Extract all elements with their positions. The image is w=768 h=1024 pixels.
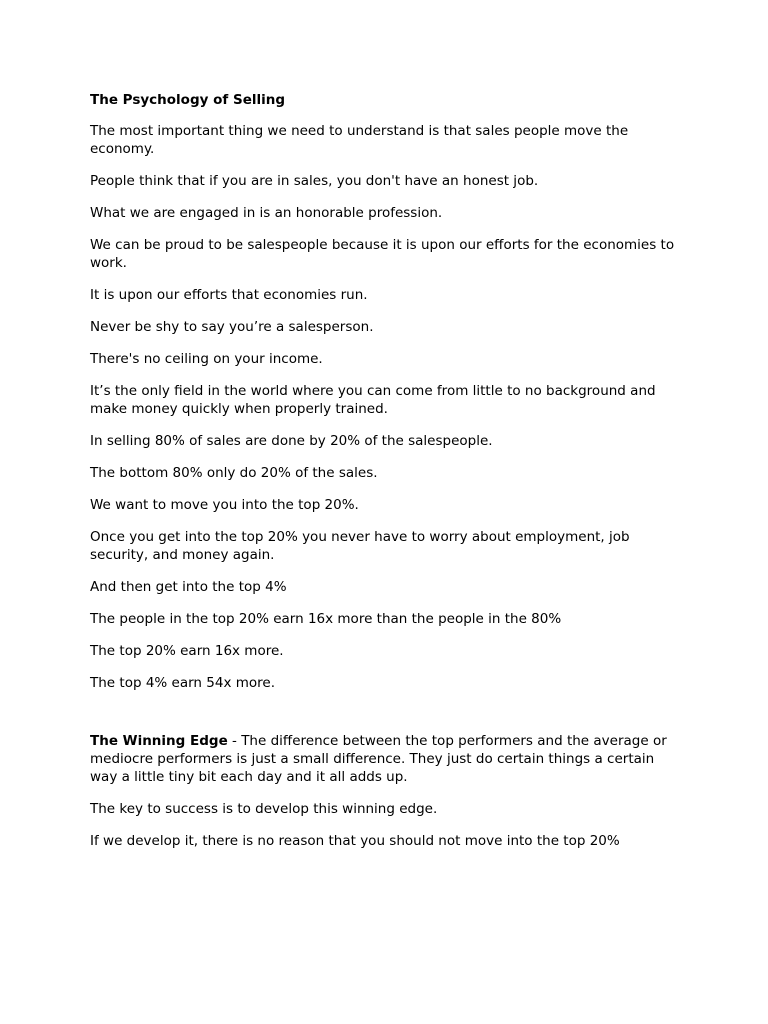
- paragraph: In selling 80% of sales are done by 20% of the salespeople.: [90, 433, 493, 449]
- document-page: [90, 90, 680, 864]
- paragraph: The top 20% earn 16x more.: [90, 643, 284, 659]
- paragraph: The top 4% earn 54x more.: [90, 675, 275, 691]
- paragraph: It’s the only field in the world where you can come from little to no background and make money quickly when properly trained.: [90, 383, 656, 417]
- paragraph: There's no ceiling on your income.: [90, 351, 323, 367]
- paragraph: It is upon our efforts that economies run.: [90, 287, 368, 303]
- winning-edge-text: - The difference between the top performers and the average or mediocre performers is just a small difference. They just do certain things a certain way a little tiny bit each day and it all adds up.: [90, 733, 667, 785]
- paragraph: If we develop it, there is no reason that you should not move into the top 20%: [90, 833, 620, 849]
- paragraph: The key to success is to develop this winning edge.: [90, 801, 438, 817]
- paragraph: And then get into the top 4%: [90, 579, 287, 595]
- winning-edge-paragraph: [90, 732, 680, 786]
- paragraph: We can be proud to be salespeople because it is upon our efforts for the economies to work.: [90, 237, 675, 271]
- paragraph: The most important thing we need to understand is that sales people move the economy.: [90, 123, 629, 157]
- paragraph: The bottom 80% only do 20% of the sales.: [90, 465, 378, 481]
- paragraph: People think that if you are in sales, you don't have an honest job.: [90, 173, 539, 189]
- document-title: The Psychology of Selling: [90, 92, 286, 108]
- paragraph: Never be shy to say you’re a salesperson.: [90, 319, 374, 335]
- winning-edge-heading: The Winning Edge: [90, 733, 228, 749]
- section-spacer: [90, 706, 680, 732]
- paragraph: We want to move you into the top 20%.: [90, 497, 359, 513]
- paragraph: What we are engaged in is an honorable profession.: [90, 205, 443, 221]
- paragraph: Once you get into the top 20% you never have to worry about employment, job security, and money again.: [90, 529, 630, 563]
- paragraph: The people in the top 20% earn 16x more than the people in the 80%: [90, 611, 562, 627]
